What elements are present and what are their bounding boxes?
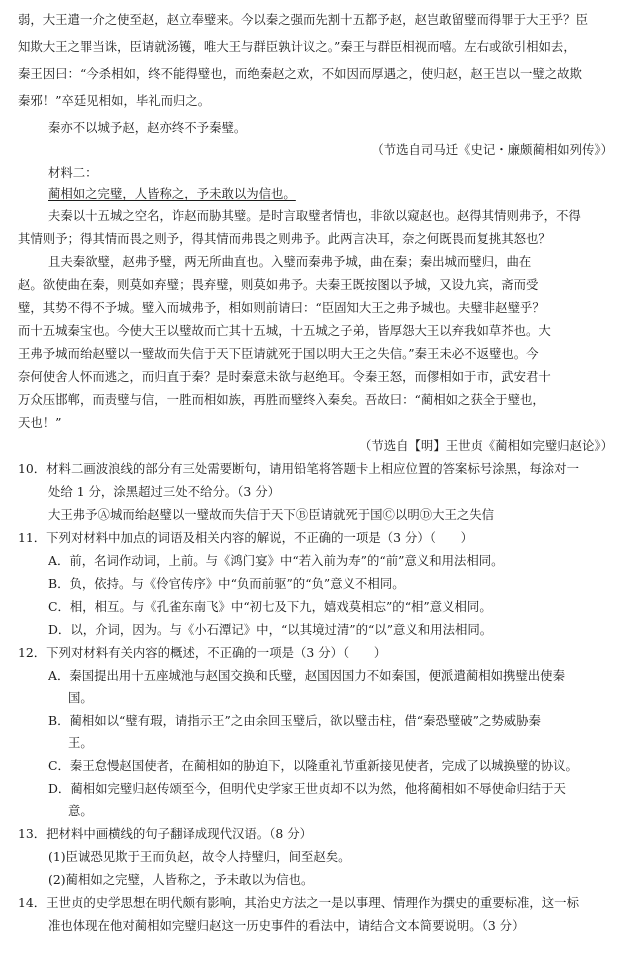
m2-line-5: 璧，其势不得不予城。璧入而城弗予，相如则前请曰：“臣固知大王之弗予城也。夫璧非赵璧乎？ xyxy=(18,300,545,315)
q12-option-d-cont: 意。 xyxy=(68,803,93,818)
q11-option-a: A．前，名词作动词，上前。与《鸿门宴》中“若入前为寿”的“前”意义和用法相同。 xyxy=(48,553,504,568)
m2-line-1: 夫秦以十五城之空名，诈赵而胁其璧。是时言取璧者情也，非欲以窥赵也。赵得其情则弗予，不得 xyxy=(48,208,581,223)
m1-line-3: 秦王因曰：“今杀相如，终不能得璧也，而绝秦赵之欢，不如因而厚遇之，使归赵，赵王岂以一璧之故欺 xyxy=(18,66,582,81)
m1-line-5: 秦亦不以城予赵，赵亦终不予秦璧。 xyxy=(48,120,247,135)
q13-stem: 13．把材料中画横线的句子翻译成现代汉语。（8 分） xyxy=(18,826,312,841)
m2-line-2: 其情则予；得其情而畏之则予，得其情而弗畏之则弗予。此两言决耳，奈之何既畏而复挑其怒也？ xyxy=(18,231,551,246)
q10-stem-cont: 处给 1 分，涂黑超过三处不给分。（3 分） xyxy=(48,484,281,499)
m2-line-6: 而十五城秦宝也。今使大王以璧故而亡其十五城，十五城之子弟，皆厚怨大王以弃我如草芥也。大 xyxy=(18,323,551,338)
q13-item-1: (1)臣诚恐见欺于王而负赵，故令人持璧归，间至赵矣。 xyxy=(48,849,351,864)
q11-stem: 11．下列对材料中加点的词语及相关内容的解说，不正确的一项是（3 分）（ ） xyxy=(18,530,474,545)
q12-option-c: C．秦王怠慢赵国使者，在蔺相如的胁迫下，以隆重礼节重新接见使者，完成了以城换璧的协议。 xyxy=(48,758,578,773)
m1-source: （节选自司马迁《史记・廉颇蔺相如列传》） xyxy=(371,142,613,157)
q12-option-a: A．秦国提出用十五座城池与赵国交换和氏璧，赵国因国力不如秦国，便派遣蔺相如携璧出使秦 xyxy=(48,668,565,683)
m1-line-2: 知欺大王之罪当诛，臣请就汤镬，唯大王与群臣孰计议之。”秦王与群臣相视而嘻。左右或欲引相如去， xyxy=(18,39,576,54)
q11-option-b: B．负，依持。与《伶官传序》中“负而前驱”的“负”意义不相同。 xyxy=(48,576,405,591)
m1-line-1: 弱，大王遣一介之使至赵，赵立奉璧来。今以秦之强而先割十五都予赵，赵岂敢留璧而得罪于大王乎？臣 xyxy=(18,12,588,27)
m2-source: （节选自【明】王世贞《蔺相如完璧归赵论》） xyxy=(358,438,613,453)
q12-option-b: B．蔺相如以“璧有瑕，请指示王”之由余回玉璧后，欲以璧击柱，借“秦恐璧破”之势威胁秦 xyxy=(48,713,541,728)
q12-stem: 12．下列对材料有关内容的概述，不正确的一项是（3 分）（ ） xyxy=(18,645,387,660)
q11-option-d: D．以，介词，因为。与《小石潭记》中，“以其境过清”的“以”意义和用法相同。 xyxy=(48,622,493,637)
q12-option-b-cont: 王。 xyxy=(68,735,93,750)
q13-item-2: (2)蔺相如之完璧，人皆称之，予未敢以为信也。 xyxy=(48,872,314,887)
m2-line-7: 王弗予城而绐赵璧以一璧故而失信于天下臣请就死于国以明大王之失信。”秦王未必不返璧也。今 xyxy=(18,346,539,361)
q14-stem: 14．王世贞的史学思想在明代颇有影响，其治史方法之一是以事理、情理作为撰史的重要标准，这一标 xyxy=(18,895,579,910)
m2-underlined-wrap xyxy=(48,186,296,202)
m2-heading: 材料二： xyxy=(48,165,98,180)
m2-line-9: 万众压邯郸，而责璧与信，一胜而相如族，再胜而璧终入秦矣。吾故曰：“蔺相如之获全于璧也， xyxy=(18,392,545,407)
m1-line-4: 秦邪！”卒廷见相如，毕礼而归之。 xyxy=(18,93,211,108)
q12-option-a-cont: 国。 xyxy=(68,690,93,705)
m2-line-10: 天也！” xyxy=(18,415,62,430)
q10-stem: 10．材料二画波浪线的部分有三处需要断句，请用铅笔将答题卡上相应位置的答案标号涂黑，每涂对一 xyxy=(18,461,579,476)
q12-option-d: D．蔺相如完璧归赵传颂至今，但明代史学家王世贞却不以为然，他将蔺相如不辱使命归结于天 xyxy=(48,781,566,796)
m2-line-4: 赵。欲使曲在秦，则莫如弃璧；畏弃璧，则莫如弗予。夫秦王既按图以予城，又设九宾，斋而受 xyxy=(18,277,539,292)
m2-underlined-sentence: 蔺相如之完璧，人皆称之，予未敢以为信也。 xyxy=(48,186,296,201)
q11-option-c: C．相，相互。与《孔雀东南飞》中“初七及下九，嬉戏莫相忘”的“相”意义相同。 xyxy=(48,599,492,614)
m2-line-8: 奈何使舍人怀而逃之，而归直于秦？是时秦意未欲与赵绝耳。令秦王怒，而僇相如于市，武安君十 xyxy=(18,369,551,384)
q10-sentence: 大王弗予Ⓐ城而绐赵璧以一璧故而失信于天下Ⓑ臣请就死于国Ⓒ以明Ⓓ大王之失信 xyxy=(48,507,495,522)
q14-stem-cont: 准也体现在他对蔺相如完璧归赵这一历史事件的看法中，请结合文本简要说明。（3 分） xyxy=(48,918,525,933)
m2-line-3: 且夫秦欲璧，赵弗予璧，两无所曲直也。入璧而秦弗予城，曲在秦；秦出城而璧归，曲在 xyxy=(48,254,532,269)
